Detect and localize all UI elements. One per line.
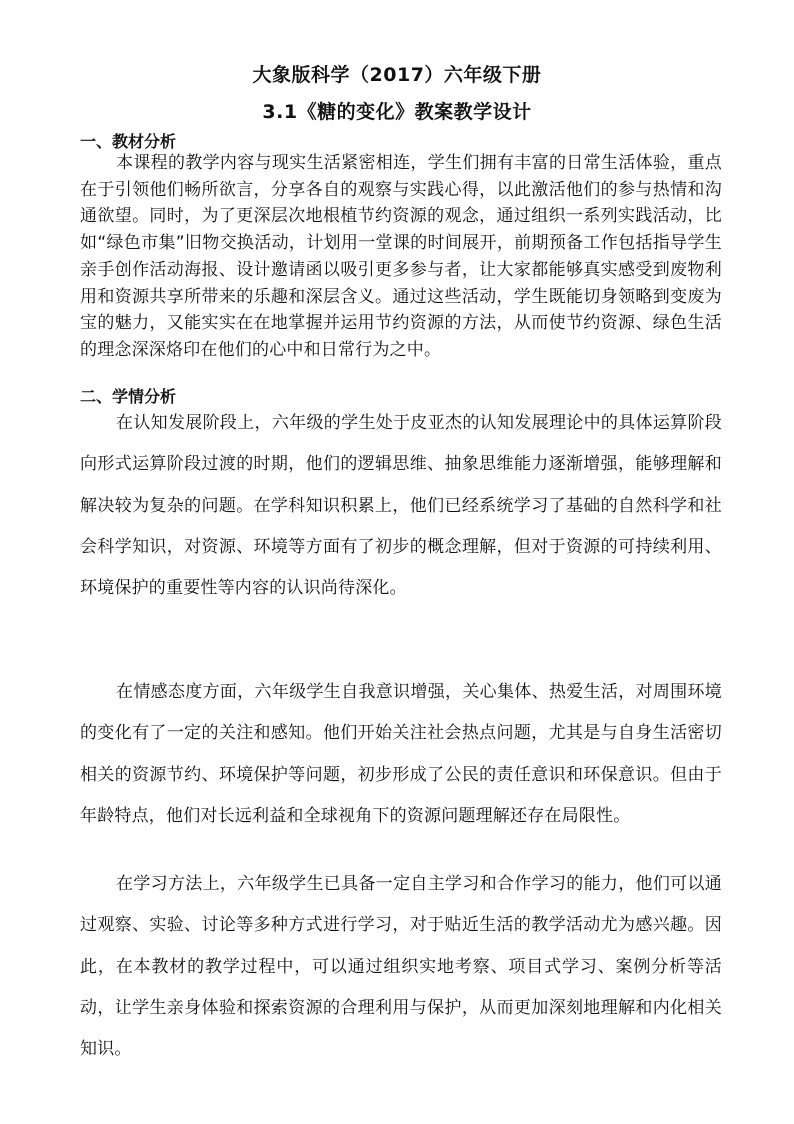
document-subtitle: 3.1《糖的变化》教案教学设计 [262, 101, 532, 123]
student-analysis-paragraph-emotional: 在情感态度方面，六年级学生自我意识增强，关心集体、热爱生活，对周围环境的变化有了一定的关注和感知。他们开始关注社会热点问题，尤其是与自身生活密切相关的资源节约、环境保护等问题，初步形成了公民的责任意识和环保意识。但由于年龄特点，他们对长远利益和全球视角下的资源问题理解还存在局限性。 [80, 682, 722, 826]
textbook-analysis-paragraph: 本课程的教学内容与现实生活紧密相连，学生们拥有丰富的日常生活体验，重点在于引领他们畅所欲言，分享各自的观察与实践心得，以此激活他们的参与热情和沟通欲望。同时，为了更深层次地根植节约资源的观念，通过组织一系列实践活动，比如“绿色市集”旧物交换活动，计划用一堂课的时间展开，前期预备工作包括指导学生亲手创作活动海报、设计邀请函以吸引更多参与者，让大家都能够真实感受到废物利用和资源共享所带来的乐趣和深层含义。通过这些活动，学生既能切身领略到变废为宝的魅力，又能实实在在地掌握并运用节约资源的方法，从而使节约资源、绿色生活的理念深深烙印在他们的心中和日常行为之中。 [80, 153, 722, 360]
document-title: 大象版科学（2017）六年级下册 [252, 64, 542, 86]
student-analysis-paragraph-cognitive: 在认知发展阶段上，六年级的学生处于皮亚杰的认知发展理论中的具体运算阶段向形式运算阶段过渡的时期，他们的逻辑思维、抽象思维能力逐渐增强，能够理解和解决较为复杂的问题。在学科知识积累上，他们已经系统学习了基础的自然科学和社会科学知识，对资源、环境等方面有了初步的概念理解，但对于资源的可持续利用、环境保护的重要性等内容的认识尚待深化。 [80, 413, 722, 599]
section-heading-textbook-analysis: 一、教材分析 [80, 132, 177, 151]
student-analysis-paragraph-learning-methods: 在学习方法上，六年级学生已具备一定自主学习和合作学习的能力，他们可以通过观察、实验、讨论等多种方式进行学习，对于贴近生活的教学活动尤为感兴趣。因此，在本教材的教学过程中，可以通过组织实地考察、项目式学习、案例分析等活动，让学生亲身体验和探索资源的合理利用与保护，从而更加深刻地理解和内化相关知识。 [80, 874, 722, 1060]
section-heading-student-analysis: 二、学情分析 [80, 387, 177, 406]
